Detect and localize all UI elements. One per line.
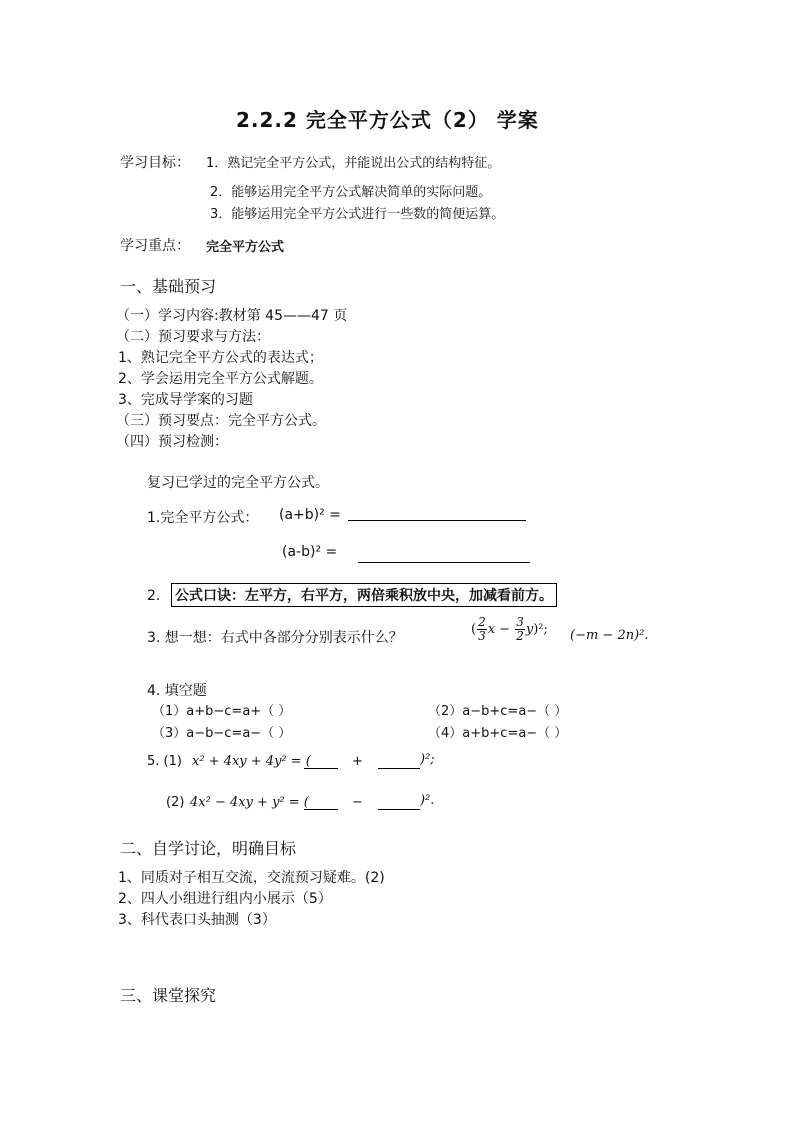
section1-line-5: 3、完成导学案的习题 xyxy=(118,392,253,408)
q3-fraction-2: $\frac{3}{2}$ xyxy=(516,615,524,643)
q5-1-operator: + xyxy=(352,754,363,769)
q3-fraction-1: $\frac{2}{3}$ xyxy=(478,615,486,643)
q1-expr-b: (a-b)² = xyxy=(282,544,338,560)
q4-item-1: （1）a+b−c=a+（ ） xyxy=(152,704,292,719)
key-points-label: 学习重点： xyxy=(120,238,190,254)
section1-line-7: （四）预习检测： xyxy=(116,434,228,450)
q5-1-label: 5. (1) xyxy=(147,754,182,769)
q5-2-label: (2) xyxy=(166,795,185,810)
section1-line-4: 2、学会运用完全平方公式解题。 xyxy=(118,371,323,387)
q1-blank-b[interactable] xyxy=(358,548,530,563)
section3-heading: 三、课堂探究 xyxy=(120,986,217,1005)
q4-heading: 4. 填空题 xyxy=(147,683,207,699)
section2-line-2: 2、四人小组进行组内小展示（5） xyxy=(118,891,332,907)
section1-line-1: （一）学习内容:教材第 45——47 页 xyxy=(116,308,348,324)
review-text: 复习已学过的完全平方公式。 xyxy=(147,475,329,491)
objective-item-3: 3．能够运用完全平方公式进行一些数的简便运算。 xyxy=(210,207,505,222)
q5-1-blank-2[interactable] xyxy=(378,754,420,769)
q5-2-blank-2[interactable] xyxy=(378,795,420,810)
q5-2-operator: − xyxy=(352,795,363,810)
objectives-label: 学习目标： xyxy=(120,155,190,171)
q5-1-expression: x² + 4xy + 4y² = ( xyxy=(192,754,311,769)
q5-1-tail: )²; xyxy=(420,752,435,767)
q5-1-blank-1[interactable] xyxy=(304,754,338,769)
section1-line-2: （二）预习要求与方法： xyxy=(116,329,270,345)
section2-line-1: 1、同质对子相互交流，交流预习疑难。(2) xyxy=(118,870,385,886)
section1-heading: 一、基础预习 xyxy=(120,277,217,296)
section2-heading: 二、自学讨论，明确目标 xyxy=(120,839,297,858)
q5-2-expression: 4x² − 4xy + y² = ( xyxy=(190,795,309,810)
q1-label: 1.完全平方公式： xyxy=(147,510,259,526)
q1-expr-a: (a+b)² = xyxy=(279,507,341,523)
key-points-value: 完全平方公式 xyxy=(206,240,285,255)
q5-2-tail: )². xyxy=(420,793,435,808)
q3-expression-2: (−m − 2n)². xyxy=(570,628,649,643)
q4-item-3: （3）a−b−c=a−（ ） xyxy=(152,726,292,741)
objective-item-1: 1．熟记完全平方公式，并能说出公式的结构特征。 xyxy=(206,156,501,171)
formula-mnemonic-box: 公式口诀：左平方，右平方，两倍乘积放中央，加减看前方。 xyxy=(171,583,557,607)
section2-line-3: 3、科代表口头抽测（3） xyxy=(118,912,276,928)
q3-text: 3. 想一想：右式中各部分分别表示什么？ xyxy=(147,630,403,646)
q2-number: 2. xyxy=(147,588,161,604)
q4-item-4: （4）a+b+c=a−（ ） xyxy=(428,726,568,741)
section1-line-3: 1、熟记完全平方公式的表达式； xyxy=(118,350,323,366)
q3-expression-1: ( $\frac{2}{3}$ x − $\frac{3}{2}$ y)²; xyxy=(471,615,548,643)
section1-line-6: （三）预习要点：完全平方公式。 xyxy=(116,413,326,429)
q5-2-blank-1[interactable] xyxy=(304,795,338,810)
page-title: 2.2.2 完全平方公式（2） 学案 xyxy=(236,108,539,132)
objective-item-2: 2．能够运用完全平方公式解决简单的实际问题。 xyxy=(210,185,492,200)
q4-item-2: （2）a−b+c=a−（ ） xyxy=(428,704,568,719)
q1-blank-a[interactable] xyxy=(348,506,526,521)
